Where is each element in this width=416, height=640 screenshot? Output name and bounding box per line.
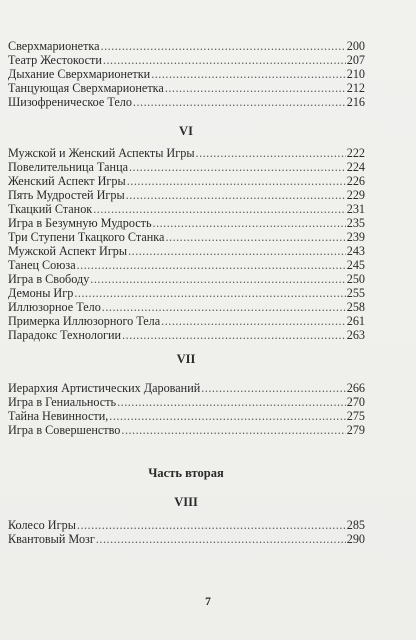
toc-entry-page: 226: [346, 174, 365, 188]
page-number: 7: [205, 596, 211, 608]
toc-entry-page: 216: [346, 95, 365, 109]
toc-entry: [8, 67, 365, 81]
toc-entry-title: Шизофреническое Тело: [8, 95, 132, 109]
toc-entry: [8, 53, 365, 67]
toc-entry-page: 263: [346, 328, 365, 342]
leader-dots: [129, 160, 346, 174]
leader-dots: [102, 300, 346, 314]
toc-entry-page: 275: [346, 409, 365, 423]
toc-entry: [8, 286, 365, 300]
toc-entry: [8, 188, 365, 202]
toc-entry: [8, 423, 365, 437]
toc-section-1: [8, 39, 365, 109]
leader-dots: [109, 409, 345, 423]
toc-entry-title: Игра в Безумную Мудрость: [8, 216, 152, 230]
toc-entry: [8, 95, 365, 109]
chapter-heading-vi: VI: [179, 124, 193, 138]
chapter-heading-viii: VIII: [174, 495, 198, 509]
toc-entry-page: 229: [346, 188, 365, 202]
toc-entry: [8, 532, 365, 546]
toc-entry: [8, 230, 365, 244]
leader-dots: [165, 230, 345, 244]
toc-entry-page: 224: [346, 160, 365, 174]
toc-entry: [8, 39, 365, 53]
toc-entry-page: 239: [346, 230, 365, 244]
toc-entry-title: Парадокс Технологии: [8, 328, 122, 342]
toc-entry-page: 285: [346, 518, 365, 532]
toc-entry: [8, 409, 365, 423]
leader-dots: [74, 286, 345, 300]
toc-entry: [8, 300, 365, 314]
toc-entry-page: 279: [346, 423, 365, 437]
toc-section-3: [8, 381, 365, 437]
toc-entry-title: Тайна Невинности,: [8, 409, 109, 423]
part-heading: Часть вторая: [148, 466, 224, 480]
toc-entry-title: Квантовый Мозг: [8, 532, 95, 546]
leader-dots: [122, 328, 346, 342]
toc-entry: [8, 381, 365, 395]
toc-entry: [8, 395, 365, 409]
toc-entry-title: Игра в Свободу: [8, 272, 90, 286]
toc-entry-page: 258: [346, 300, 365, 314]
toc-entry: [8, 244, 365, 258]
toc-entry-page: 243: [346, 244, 365, 258]
leader-dots: [133, 95, 346, 109]
toc-entry-title: Танец Союза: [8, 258, 76, 272]
toc-entry-title: Повелительница Танца: [8, 160, 128, 174]
toc-entry-title: Иерархия Артистических Дарований: [8, 381, 201, 395]
leader-dots: [93, 202, 346, 216]
toc-entry: [8, 146, 365, 160]
chapter-heading-vii: VII: [176, 352, 196, 366]
toc-entry: [8, 314, 365, 328]
toc-entry-page: 290: [346, 532, 365, 546]
leader-dots: [96, 532, 346, 546]
toc-entry-title: Дыхание Сверхмарионетки: [8, 67, 151, 81]
toc-entry-title: Иллюзорное Тело: [8, 300, 101, 314]
toc-entry-title: Колесо Игры: [8, 518, 76, 532]
toc-entry-title: Танцующая Сверхмарионетка: [8, 81, 164, 95]
toc-entry-title: Женский Аспект Игры: [8, 174, 126, 188]
leader-dots: [77, 518, 346, 532]
toc-entry-title: Театр Жестокости: [8, 53, 102, 67]
toc-entry-page: 231: [346, 202, 365, 216]
toc-entry: [8, 174, 365, 188]
toc-entry-title: Игра в Совершенство: [8, 423, 121, 437]
toc-entry-title: Пять Мудростей Игры: [8, 188, 125, 202]
toc-entry-page: 250: [346, 272, 365, 286]
toc-entry-title: Ткацкий Станок: [8, 202, 93, 216]
leader-dots: [126, 188, 346, 202]
leader-dots: [153, 216, 346, 230]
toc-entry-title: Демоны Игр: [8, 286, 74, 300]
leader-dots: [127, 174, 346, 188]
toc-entry-page: 266: [346, 381, 365, 395]
toc-entry-page: 261: [346, 314, 365, 328]
toc-entry-page: 210: [346, 67, 365, 81]
leader-dots: [90, 272, 345, 286]
leader-dots: [121, 423, 345, 437]
leader-dots: [196, 146, 346, 160]
leader-dots: [201, 381, 345, 395]
toc-entry-title: Игра в Гениальность: [8, 395, 117, 409]
toc-entry: [8, 216, 365, 230]
toc-entry-title: Примерка Иллюзорного Тела: [8, 314, 161, 328]
toc-section-4: [8, 518, 365, 546]
toc-entry-page: 222: [346, 146, 365, 160]
toc-entry: [8, 328, 365, 342]
leader-dots: [103, 53, 346, 67]
leader-dots: [165, 81, 346, 95]
toc-entry-page: 212: [346, 81, 365, 95]
toc-entry: [8, 258, 365, 272]
leader-dots: [77, 258, 346, 272]
toc-entry-page: 270: [346, 395, 365, 409]
toc-entry-page: 200: [346, 39, 365, 53]
leader-dots: [151, 67, 346, 81]
toc-entry-page: 207: [346, 53, 365, 67]
toc-entry: [8, 518, 365, 532]
toc-entry-page: 245: [346, 258, 365, 272]
toc-entry-title: Сверхмарионетка: [8, 39, 100, 53]
leader-dots: [101, 39, 346, 53]
toc-entry: [8, 160, 365, 174]
leader-dots: [161, 314, 346, 328]
leader-dots: [117, 395, 346, 409]
leader-dots: [128, 244, 346, 258]
toc-entry: [8, 81, 365, 95]
toc-entry-title: Три Ступени Ткацкого Станка: [8, 230, 165, 244]
toc-entry: [8, 272, 365, 286]
toc-entry: [8, 202, 365, 216]
toc-entry-title: Мужской Аспект Игры: [8, 244, 128, 258]
toc-section-2: [8, 146, 365, 342]
toc-entry-page: 255: [346, 286, 365, 300]
toc-entry-page: 235: [346, 216, 365, 230]
toc-entry-title: Мужской и Женский Аспекты Игры: [8, 146, 195, 160]
